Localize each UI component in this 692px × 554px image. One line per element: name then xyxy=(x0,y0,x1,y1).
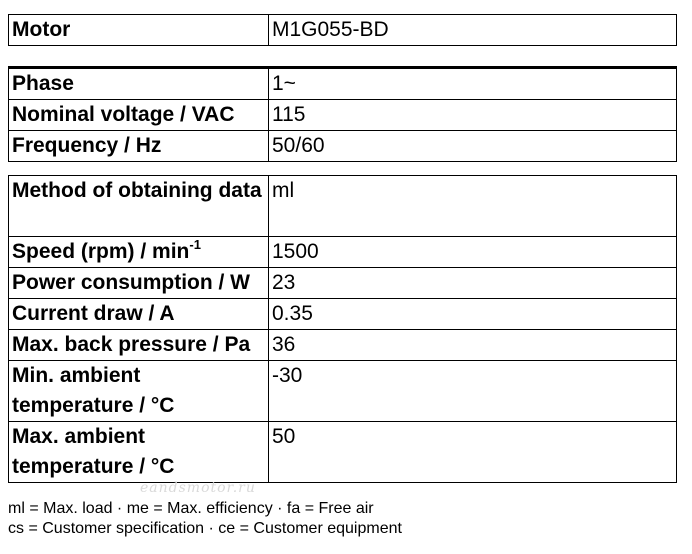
watermark: eandsmotor.ru xyxy=(140,480,256,496)
min-temp-value: -30 xyxy=(269,361,677,422)
phase-value: 1~ xyxy=(269,68,677,100)
pressure-label: Max. back pressure / Pa xyxy=(9,330,269,361)
table-row xyxy=(9,330,677,361)
phase-label: Phase xyxy=(9,68,269,100)
table-row xyxy=(9,100,677,131)
motor-label: Motor xyxy=(9,15,269,46)
table-row xyxy=(9,68,677,100)
table-row xyxy=(9,361,677,422)
min-temp-label: Min. ambient temperature / °C xyxy=(9,361,269,422)
motor-value: M1G055-BD xyxy=(269,15,677,46)
motor-table xyxy=(8,14,677,46)
electrical-table xyxy=(8,66,677,162)
note-line: ml = Max. load · me = Max. efficiency · fa = Free air xyxy=(8,500,374,517)
performance-table xyxy=(8,175,677,483)
voltage-value: 115 xyxy=(269,100,677,131)
power-label: Power consumption / W xyxy=(9,268,269,299)
frequency-label: Frequency / Hz xyxy=(9,131,269,162)
table-row xyxy=(9,268,677,299)
speed-label-exponent: -1 xyxy=(189,237,201,252)
max-temp-value: 50 xyxy=(269,422,677,483)
method-label: Method of obtaining data xyxy=(9,176,269,237)
speed-value: 1500 xyxy=(269,237,677,268)
legend-notes xyxy=(8,499,402,539)
voltage-label: Nominal voltage / VAC xyxy=(9,100,269,131)
power-value: 23 xyxy=(269,268,677,299)
table-row xyxy=(9,237,677,268)
table-row xyxy=(9,176,677,237)
table-row xyxy=(9,422,677,483)
table-row xyxy=(9,299,677,330)
max-temp-label: Max. ambient temperature / °C xyxy=(9,422,269,483)
note-line: cs = Customer specification · ce = Customer equipment xyxy=(8,520,402,537)
current-value: 0.35 xyxy=(269,299,677,330)
table-row xyxy=(9,15,677,46)
method-value: ml xyxy=(269,176,677,237)
speed-label-text: Speed (rpm) / min xyxy=(12,240,190,263)
table-row xyxy=(9,131,677,162)
pressure-value: 36 xyxy=(269,330,677,361)
current-label: Current draw / A xyxy=(9,299,269,330)
speed-label xyxy=(9,237,269,268)
frequency-value: 50/60 xyxy=(269,131,677,162)
